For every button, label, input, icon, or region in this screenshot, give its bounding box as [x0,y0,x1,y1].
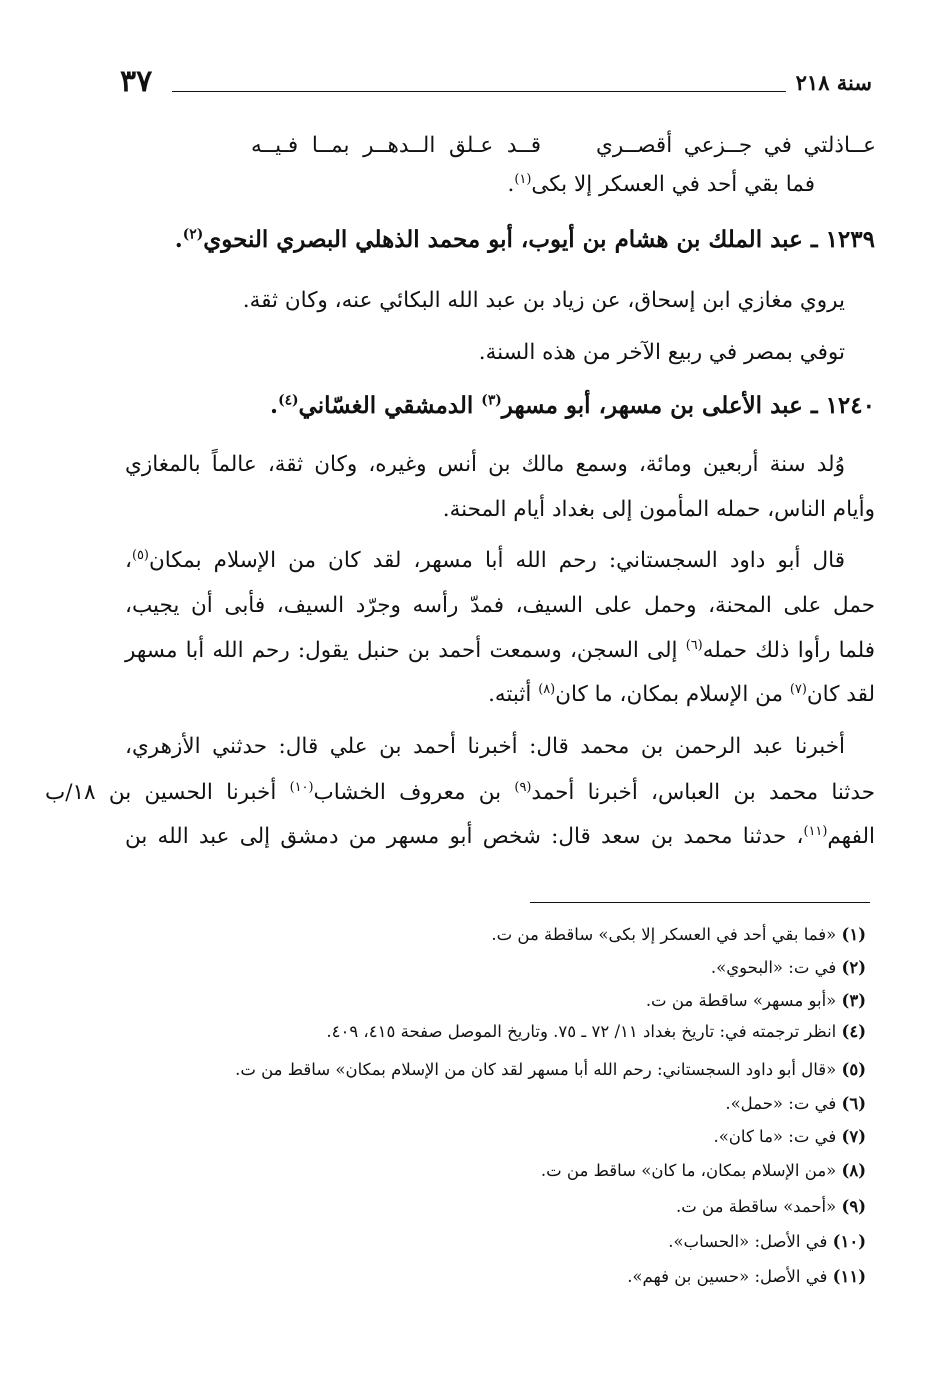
entry-heading: ١٢٤٠ ـ عبد الأعلى بن مسهر، أبو مسهر$^{(٣)}$ الدمشقي الغسّاني$^{(٤)}$. [270,392,875,419]
text-line: الفهم$^{(١١)}$، حدثنا محمد بن سعد قال: شخص أبو مسهر من دمشق إلى عبد الله بن [125,823,875,849]
footnote: (٤) انظر ترجمته في: تاريخ بغداد ١١/ ٧٢ ـ ٧٥. وتاريخ الموصل صفحة ٤١٥، ٤٠٩. [326,1022,866,1041]
poem-verse [251,133,876,165]
footnote-mark: (٨) [538,681,556,697]
footnote: (٣) «أبو مسهر» ساقطة من ت. [645,991,866,1010]
text-line: حدثنا محمد بن العباس، أخبرنا أحمد$^{(٩)}$ بن معروف الخشاب$^{(١٠)}$ أخبرنا الحسين بن ١٨/ب [45,779,875,805]
footnote: (٦) في ت: «حمل». [725,1094,866,1113]
header-rule [172,91,786,92]
footnote-separator [530,902,870,903]
entry-heading: ١٢٣٩ ـ عبد الملك بن هشام بن أيوب، أبو محمد الذهلي البصري النحوي$^{(٢)}$. [174,226,875,253]
footnote-mark: (١٠) [289,779,314,795]
footnote: (٧) في ت: «ما كان». [713,1127,866,1146]
footnote-mark: (٩) [514,779,532,795]
footnote-mark: (٦) [685,637,703,653]
page-header [120,66,872,106]
verse-first-hemistich: عــاذلتي في جــزعي أقصــري [596,133,876,158]
footnote: (٥) «قال أبو داود السجستاني: رحم الله أبا مسهر لقد كان من الإسلام بمكان» ساقط من ت. [235,1060,866,1079]
text-line: لقد كان$^{(٧)}$ من الإسلام بمكان، ما كان$^{(٨)}$ أثبته. [488,681,875,707]
footnote-mark: (٧) [789,681,807,697]
text-line: وأيام الناس، حمله المأمون إلى بغداد أيام المحنة. [442,497,875,522]
footnote: (٢) في ت: «البحوي». [710,958,866,977]
footnote: (١) «فما بقي أحد في العسكر إلا بكى» ساقطة من ت. [491,925,866,944]
footnote-mark: (٥) [131,547,149,563]
text-line: فما بقي أحد في العسكر إلا بكى$^{(١)}$. [507,171,815,197]
footnote-mark: (٤) [278,392,299,409]
text-line: أخبرنا عبد الرحمن بن محمد قال: أخبرنا أحمد بن علي قال: حدثني الأزهري، [125,734,845,759]
text-line: يروي مغازي ابن إسحاق، عن زياد بن عبد الله البكائي عنه، وكان ثقة. [242,288,845,313]
footnote: (٨) «من الإسلام بمكان، ما كان» ساقط من ت. [540,1161,866,1180]
verse-second-hemistich: قــد عـلق الــدهــر بمــا فـيــه [251,133,541,158]
footnote-mark: (١) [514,171,532,187]
footnote-mark: (٣) [481,392,502,409]
footnote-mark: (١١) [803,823,828,839]
page-number: ٣٧ [120,64,153,99]
footnote: (٩) «أحمد» ساقطة من ت. [676,1197,866,1216]
footnote-mark: (٢) [182,226,204,243]
footnote: (١٠) في الأصل: «الحساب». [668,1232,866,1251]
text-line: فلما رأوا ذلك حمله$^{(٦)}$ إلى السجن، وسمعت أحمد بن حنبل يقول: رحم الله أبا مسهر [125,637,875,663]
text-line: توفي بمصر في ربيع الآخر من هذه السنة. [478,340,845,365]
text-line: وُلد سنة أربعين ومائة، وسمع مالك بن أنس وغيره، وكان ثقة، عالماً بالمغازي [125,452,845,477]
running-title: سنة ٢١٨ [795,70,872,95]
footnote: (١١) في الأصل: «حسين بن فهم». [627,1267,866,1286]
text-line: حمل على المحنة، وحمل على السيف، فمدّ رأسه وجرّد السيف، فأبى أن يجيب، [125,593,875,618]
text-line: قال أبو داود السجستاني: رحم الله أبا مسهر، لقد كان من الإسلام بمكان$^{(٥)}$، [125,547,845,573]
